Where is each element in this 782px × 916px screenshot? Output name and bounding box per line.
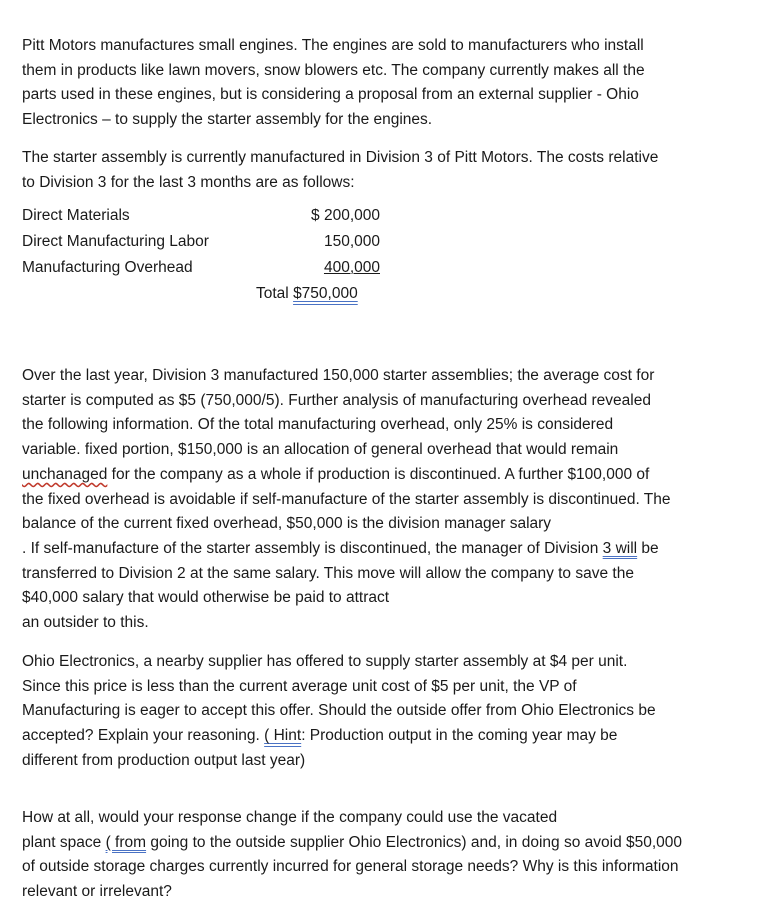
text-line [22, 724, 764, 749]
cost-value: 400,000 [323, 259, 380, 276]
text-line: Ohio Electronics, a nearby supplier has offered to supply starter assembly at $4 per unit. [22, 653, 628, 670]
text-line: Pitt Motors manufactures small engines. The engines are sold to manufacturers who install [22, 37, 644, 54]
cost-value: $ 200,000 [311, 207, 380, 224]
cost-row [22, 233, 422, 257]
text-line: Since this price is less than the current average unit cost of $5 per unit, the VP of [22, 677, 577, 695]
text-run: for the company as a whole if production is discontinued. A further $100,000 of [107, 465, 650, 483]
text-line: relevant or irrelevant? [22, 882, 172, 900]
total-label: Total [256, 285, 289, 302]
cost-total [256, 285, 358, 303]
cost-label: Direct Materials [22, 207, 130, 224]
cost-table [22, 207, 422, 307]
cost-value: 150,000 [323, 233, 380, 250]
text-run: plant space [22, 833, 106, 851]
cost-row [22, 259, 422, 283]
text-line: an outsider to this. [22, 614, 149, 632]
text-run: be [637, 539, 659, 557]
text-line: starter is computed as $5 (750,000/5). Further analysis of manufacturing overhead revealed [22, 391, 651, 409]
text-line: Over the last year, Division 3 manufactured 150,000 starter assemblies; the average cost for [22, 367, 655, 384]
text-line: to Division 3 for the last 3 months are as follows: [22, 173, 355, 191]
text-run: going to the outside supplier Ohio Electronics) and, in doing so avoid $50,000 [146, 833, 683, 851]
text-line: of outside storage charges currently incurred for general storage needs? Why is this information [22, 858, 679, 875]
text-run: : Production output in the coming year may be [301, 727, 618, 745]
grammar-flag-word[interactable]: 3 will [602, 539, 638, 557]
cost-label: Direct Manufacturing Labor [22, 233, 209, 250]
grammar-flag-word[interactable]: ( from [105, 833, 147, 851]
text-run: . If self-manufacture of the starter assembly is discontinued, the manager of Division [22, 539, 603, 557]
text-line: Manufacturing is eager to accept this offer. Should the outside offer from Ohio Electronics be [22, 702, 656, 720]
total-value: $750,000 [293, 285, 358, 302]
followup-question-paragraph [22, 806, 764, 904]
text-line: $40,000 salary that would otherwise be paid to attract [22, 589, 390, 607]
text-line: different from production output last year) [22, 751, 306, 769]
text-line: the following information. Of the total manufacturing overhead, only 25% is considered [22, 416, 614, 434]
text-line: The starter assembly is currently manufactured in Division 3 of Pitt Motors. The costs relative [22, 149, 659, 166]
text-run: accepted? Explain your reasoning. [22, 727, 265, 745]
cost-row [22, 207, 422, 231]
grammar-flag-word[interactable]: ( Hint [264, 727, 302, 745]
text-line [22, 537, 764, 562]
text-line: the fixed overhead is avoidable if self-manufacture of the starter assembly is discontinued. The [22, 490, 671, 508]
text-line: balance of the current fixed overhead, $50,000 is the division manager salary [22, 515, 552, 533]
text-line: parts used in these engines, but is considering a proposal from an external supplier - Ohio [22, 86, 639, 104]
costs-intro-paragraph [22, 146, 764, 195]
analysis-paragraph [22, 364, 764, 636]
intro-paragraph [22, 34, 764, 133]
text-line: How at all, would your response change if the company could use the vacated [22, 809, 558, 826]
question-paragraph [22, 650, 764, 774]
text-line [22, 831, 764, 856]
text-line [22, 463, 764, 488]
text-line: Electronics – to supply the starter assembly for the engines. [22, 111, 433, 129]
text-line: transferred to Division 2 at the same salary. This move will allow the company to save the [22, 564, 634, 582]
text-line: them in products like lawn movers, snow blowers etc. The company currently makes all the [22, 61, 645, 79]
cost-label: Manufacturing Overhead [22, 259, 193, 276]
spelling-error-word[interactable]: unchanaged [22, 465, 108, 483]
text-line: variable. fixed portion, $150,000 is an allocation of general overhead that would remain [22, 441, 619, 459]
